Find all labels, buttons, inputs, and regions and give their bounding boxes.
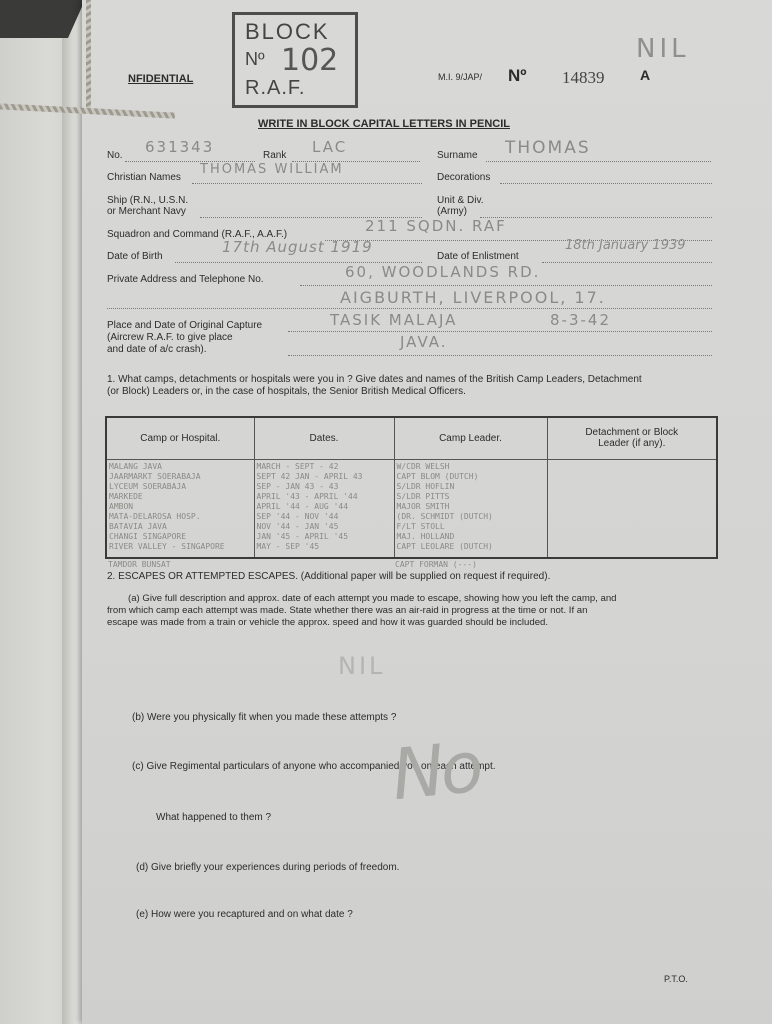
capture-place-value: TASIK MALAJA — [330, 311, 458, 329]
dob-label: Date of Birth — [107, 251, 163, 262]
leader-entry: CAPT BLOM (DUTCH) — [396, 471, 479, 481]
date-entry: MAY - SEP '45 — [256, 541, 320, 551]
col-leader-header: Camp Leader. — [394, 417, 547, 459]
question-c-followup: What happened to them ? — [156, 812, 272, 823]
decorations-label: Decorations — [437, 172, 491, 183]
stamp-number-symbol: Nº — [245, 49, 265, 69]
date-entry: APRIL '43 - APRIL '44 — [256, 491, 358, 501]
pto-label: P.T.O. — [664, 974, 688, 984]
leader-entry: (DR. SCHMIDT (DUTCH) — [396, 511, 493, 521]
detachment-column — [547, 459, 717, 558]
camp-entry: CHANGI SINGAPORE — [109, 531, 187, 541]
nil-annotation: NIL — [636, 34, 690, 64]
camps-column — [106, 459, 254, 558]
squadron-value: 211 SQDN. RAF — [365, 217, 507, 235]
date-entry: SEP '44 - NOV '44 — [256, 511, 339, 521]
stamp-block-number: 102 — [281, 43, 339, 78]
capture-place-island: JAVA. — [400, 333, 448, 351]
section2-title: 2. ESCAPES OR ATTEMPTED ESCAPES. (Additional paper will be supplied on request if required). — [107, 571, 551, 582]
unit-label-2: (Army) — [437, 206, 467, 217]
address-line-2: AIGBURTH, LIVERPOOL, 17. — [340, 288, 606, 307]
section1-question-line1: 1. What camps, detachments or hospitals were you in ? Give dates and names of the British Camp Leaders, Detachment — [107, 374, 642, 385]
leader-entry-overflow: CAPT FORMAN (---) — [395, 560, 477, 569]
nil-answer: NIL — [338, 652, 386, 680]
question-c: (c) Give Regimental particulars of anyone who accompanied you on each attempt. — [132, 761, 496, 772]
question-e: (e) How were you recaptured and on what date ? — [136, 909, 353, 920]
confidential-label: NFIDENTIAL — [128, 73, 194, 85]
camp-entry: MATA-DELAROSA HOSP. — [109, 511, 201, 521]
pencil-instruction: WRITE IN BLOCK CAPITAL LETTERS IN PENCIL — [258, 118, 510, 130]
surname-label: Surname — [437, 150, 478, 161]
section1-question-line2: (or Block) Leaders or, in the case of hospitals, the Senior British Medical Officers. — [107, 386, 466, 397]
address-dotted-line-1 — [300, 285, 712, 286]
christian-names-value: THOMAS WILLIAM — [200, 162, 344, 177]
enlistment-label: Date of Enlistment — [437, 251, 519, 262]
date-entry: SEPT 42 JAN - APRIL 43 — [256, 471, 363, 481]
address-line-1: 60, WOODLANDS RD. — [345, 263, 541, 281]
squadron-label: Squadron and Command (R.A.F., A.A.F.) — [107, 229, 288, 240]
enlistment-dotted-line — [542, 262, 712, 263]
surname-value: THOMAS — [505, 138, 591, 158]
no-handwritten-mark: No — [387, 725, 484, 817]
ship-label-1: Ship (R.N., U.S.N. — [107, 195, 189, 206]
section2-a-line1: (a) Give full description and approx. date of each attempt you made to escape, showing how you left the camp, and — [128, 593, 617, 604]
ship-label-2: or Merchant Navy — [107, 206, 186, 217]
enlistment-value: 18th January 1939 — [565, 238, 686, 253]
camp-entry: MALANG JAVA — [109, 461, 162, 471]
capture-date-value: 8-3-42 — [550, 311, 611, 329]
unit-dotted-line — [480, 217, 712, 218]
camps-table — [105, 416, 718, 559]
camp-entry: BATAVIA JAVA — [109, 521, 167, 531]
camp-entry: JAARMARKT SOERABAJA — [109, 471, 201, 481]
decorations-dotted-line — [500, 183, 712, 184]
col-camp-header: Camp or Hospital. — [106, 417, 254, 459]
capture-label-3: and date of a/c crash). — [107, 344, 207, 355]
leader-entry: S/LDR HOFLIN — [396, 481, 455, 491]
rank-value: LAC — [312, 138, 348, 156]
christian-names-label: Christian Names — [107, 172, 181, 183]
binding-string-vertical — [86, 0, 91, 110]
address-label: Private Address and Telephone No. — [107, 274, 264, 285]
leader-entry: W/CDR WELSH — [396, 461, 450, 471]
section2-a-line3: escape was made from a train or vehicle the approx. speed and how it was guarded should be included. — [107, 617, 549, 628]
form-reference: M.I. 9/JAP/ — [438, 72, 483, 82]
question-d: (d) Give briefly your experiences during periods of freedom. — [136, 862, 400, 873]
capture-dotted-line-1 — [288, 331, 712, 332]
christian-dotted-line — [192, 183, 422, 184]
date-entry: MARCH - SEPT - 42 — [256, 461, 339, 471]
leader-entry: CAPT LEOLARE (DUTCH) — [396, 541, 493, 551]
camp-entry: LYCEUM SOERABAJA — [109, 481, 187, 491]
unit-label-1: Unit & Div. — [437, 195, 484, 206]
section2-a-line2: from which camp each attempt was made. State whether there was an air-raid in progress at the time or not. If an — [107, 605, 588, 616]
capture-dotted-line-2 — [288, 355, 712, 356]
date-entry: SEP - JAN 43 - 43 — [256, 481, 339, 491]
leader-entry: F/LT STOLL — [396, 521, 445, 531]
block-stamp — [232, 12, 358, 108]
no-label: No. — [107, 150, 123, 161]
form-suffix: A — [640, 67, 651, 83]
dates-column — [254, 459, 394, 558]
camp-entry: RIVER VALLEY - SINGAPORE — [109, 541, 225, 551]
leaders-column — [394, 459, 547, 558]
service-number-value: 631343 — [145, 138, 215, 156]
form-serial-number: 14839 — [562, 68, 605, 87]
leader-entry: MAJOR SMITH — [396, 501, 450, 511]
surname-dotted-line — [486, 161, 711, 162]
question-b: (b) Were you physically fit when you made these attempts ? — [132, 712, 397, 723]
camp-entry: MARKEDE — [109, 491, 143, 501]
date-entry: APRIL '44 - AUG '44 — [256, 501, 349, 511]
capture-label-2: (Aircrew R.A.F. to give place — [107, 332, 233, 343]
capture-label-1: Place and Date of Original Capture — [107, 320, 263, 331]
col-detachment-header: Detachment or Block Leader (if any). — [547, 417, 717, 459]
camp-entry: AMBON — [109, 501, 134, 511]
date-entry: JAN '45 - APRIL '45 — [256, 531, 349, 541]
stamp-block-text: BLOCK — [245, 19, 330, 44]
leader-entry: S/LDR PITTS — [396, 491, 450, 501]
camp-entry-overflow: TAMDOR BUNSAT — [108, 560, 171, 569]
number-symbol: Nº — [508, 66, 527, 85]
leader-entry: MAJ. HOLLAND — [396, 531, 455, 541]
col-dates-header: Dates. — [254, 417, 394, 459]
date-entry: NOV '44 - JAN '45 — [256, 521, 339, 531]
dob-value: 17th August 1919 — [222, 238, 373, 256]
address-dotted-line-2 — [107, 308, 712, 309]
stamp-raf-text: R.A.F. — [245, 77, 306, 99]
rank-label: Rank — [263, 150, 287, 161]
